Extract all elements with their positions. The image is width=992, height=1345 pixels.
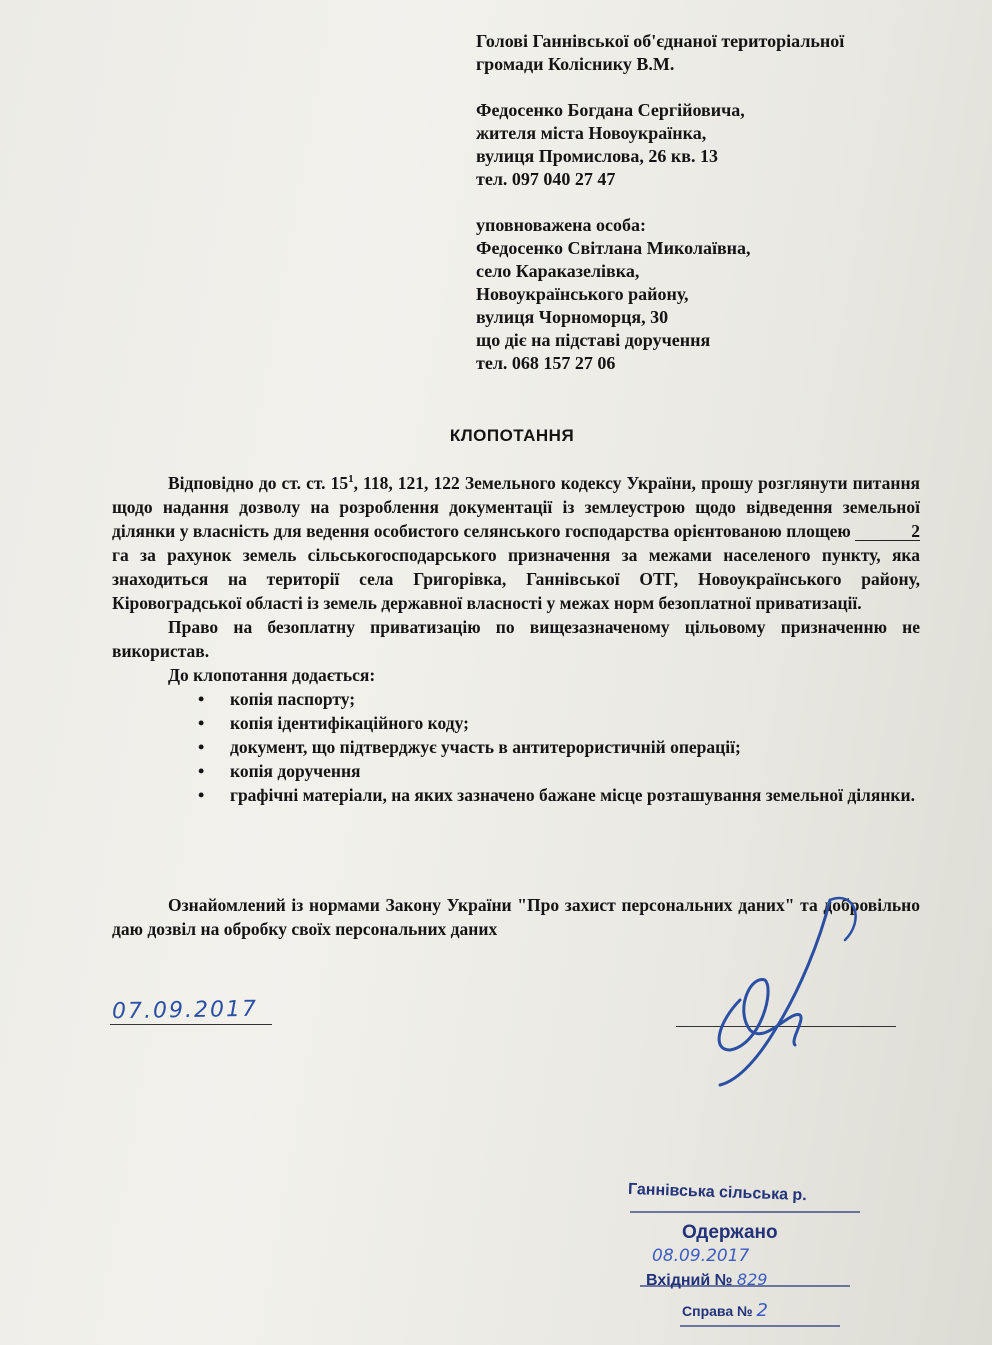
privatization-paragraph: Право на безоплатну приватизацію по вищезазначеному цільовому призначенню не використав. xyxy=(112,616,920,661)
stamp-received: Одержано xyxy=(682,1222,778,1243)
list-item: • копія доручення xyxy=(198,759,920,783)
applicant-line: жителя міста Новоукраїнка, xyxy=(476,123,707,143)
list-item: • графічні матеріали, на яких зазначено бажане місце розташування земельної ділянки. xyxy=(198,783,920,807)
consent-text: Ознайомлений із нормами Закону України "Про захист персональних даних" та добровільно даю дозвіл на обробку своїх персональних даних xyxy=(112,895,920,939)
request-text: га за рахунок земель сільськогосподарського призначення за межами населеного пункту, яка знаходиться на території села Григорівка, Ганнівської ОТГ, Новоукраїнського району, Кіровоградської області із земель державної власності у межах норм безоплатної приватизації. xyxy=(112,544,920,613)
handwritten-date: 07.09.2017 xyxy=(111,996,259,1025)
request-text: , 118, 121, 122 Земельного кодексу України, прошу розглянути питання щодо надання дозволу на розроблення документації із землеустрою щодо відведення земельної ділянки у власність для ведення особистого селянського господарства орієнтованою площею xyxy=(112,472,920,541)
applicant-line: тел. 097 040 27 47 xyxy=(476,169,616,189)
list-item: • документ, що підтверджує участь в антитерористичній операції; xyxy=(198,735,920,759)
request-text: Відповідно до ст. ст. 15 xyxy=(168,472,349,493)
stamp-incoming xyxy=(646,1270,767,1290)
stamp-case xyxy=(682,1300,768,1321)
representative-line: що діє на підставі доручення xyxy=(476,330,711,350)
document-title: КЛОПОТАННЯ xyxy=(449,426,575,445)
representative-line: Новоукраїнського району, xyxy=(476,284,689,304)
signature-mark xyxy=(680,880,900,1100)
attachments-list xyxy=(112,687,920,807)
representative-line: Федосенко Світлана Миколаївна, xyxy=(476,238,751,258)
registration-stamp xyxy=(622,1180,862,1330)
request-paragraph xyxy=(112,467,920,615)
stamp-org: Ганнівська сільська р. xyxy=(627,1180,807,1205)
stamp-incoming-label: Вхідний № xyxy=(646,1272,733,1289)
applicant-line: вулиця Промислова, 26 кв. 13 xyxy=(476,146,718,166)
representative-line: тел. 068 157 27 06 xyxy=(476,353,616,373)
stamp-incoming-number: 829 xyxy=(736,1270,768,1289)
addressee-line: Голові Ганнівської об'єднаної територіальної xyxy=(476,31,845,51)
addressee-line: громади Коліснику В.М. xyxy=(476,54,675,74)
stamp-date: 08.09.2017 xyxy=(652,1246,750,1266)
addressee-block xyxy=(476,30,936,375)
representative-line: вулиця Чорноморця, 30 xyxy=(476,307,669,327)
list-item: • копія ідентифікаційного коду; xyxy=(198,711,920,735)
representative-line: уповноважена особа: xyxy=(476,215,646,235)
date-underline xyxy=(110,1024,272,1025)
attachments-heading: До клопотання додається: xyxy=(168,664,376,685)
area-value: 2 xyxy=(855,522,920,541)
stamp-case-label: Справа № xyxy=(682,1303,753,1319)
representative-line: село Караказелівка, xyxy=(476,261,640,281)
document-body xyxy=(112,467,920,807)
stamp-case-number: 2 xyxy=(756,1300,768,1321)
applicant-line: Федосенко Богдана Сергійовича, xyxy=(476,100,745,120)
article-superscript: 1 xyxy=(348,473,354,485)
list-item: • копія паспорту; xyxy=(198,687,920,711)
